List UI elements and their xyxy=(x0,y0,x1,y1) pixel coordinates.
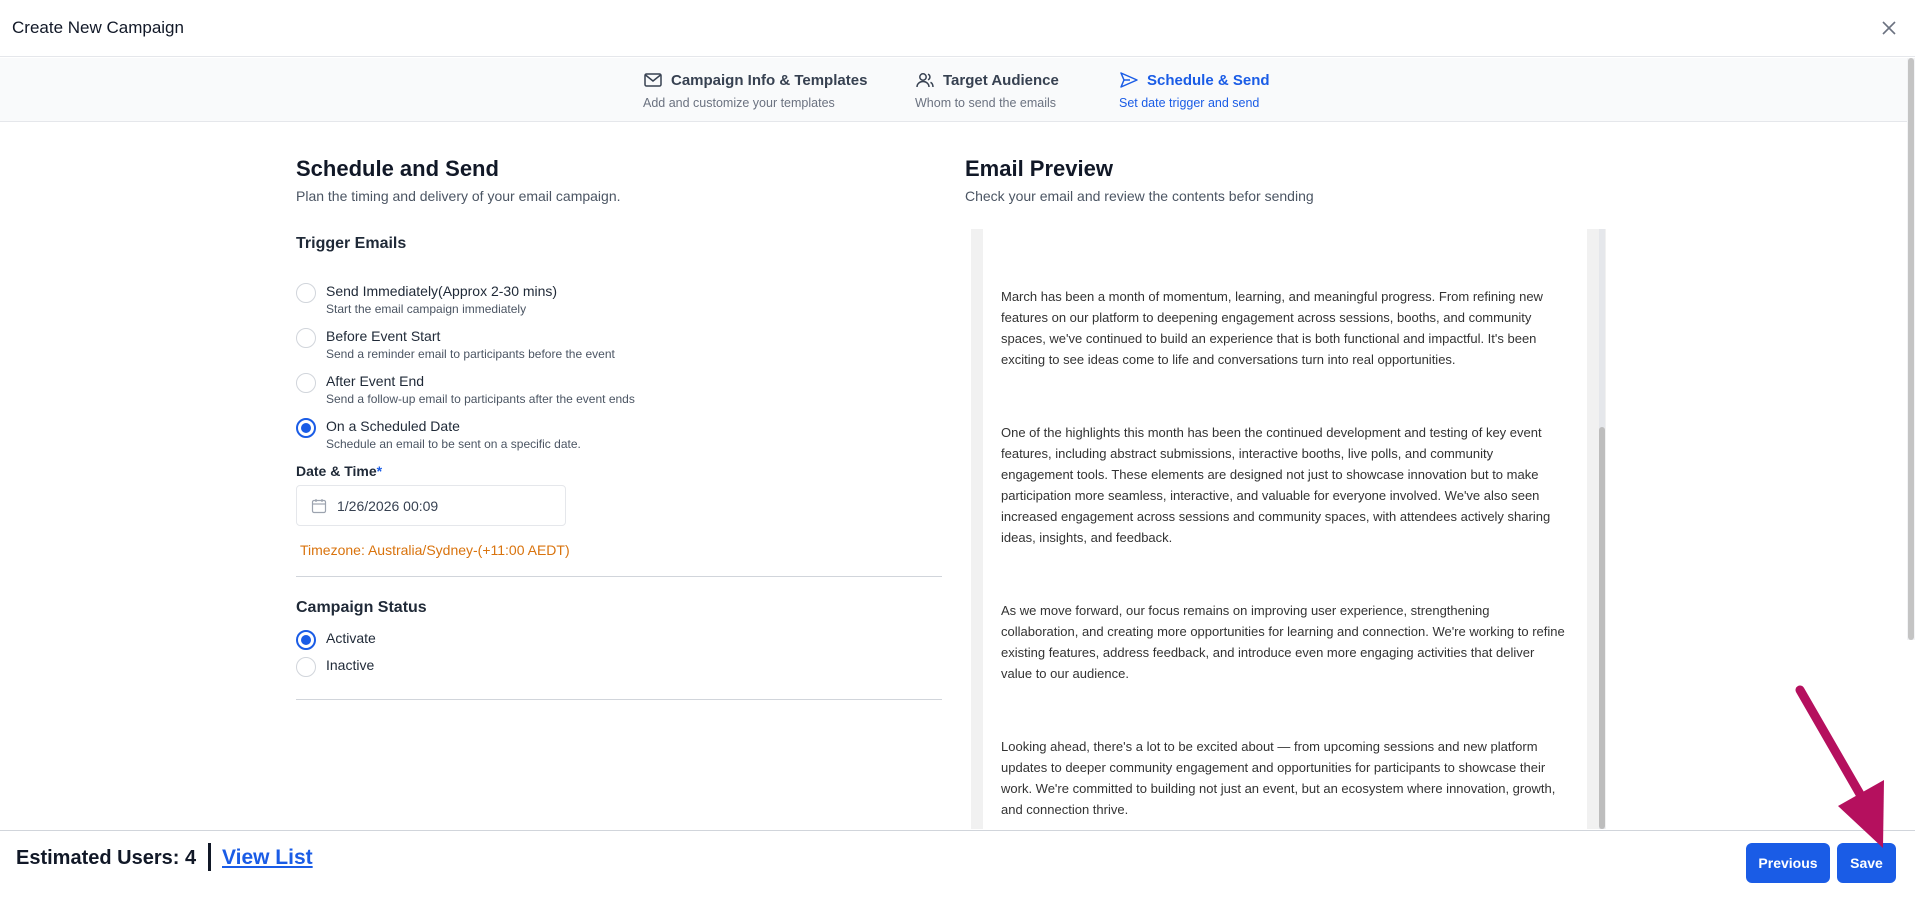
email-preview-content xyxy=(983,229,1587,829)
send-icon xyxy=(1119,70,1139,90)
estimated-users: Estimated Users: 4 xyxy=(16,847,197,869)
step-label: Target Audience xyxy=(943,71,1059,89)
radio-button-checked[interactable] xyxy=(296,630,316,650)
radio-label: On a Scheduled Date xyxy=(326,418,460,434)
radio-button[interactable] xyxy=(296,657,316,677)
step-target-audience[interactable] xyxy=(915,70,1059,110)
footer-separator xyxy=(208,843,211,871)
preview-scrollbar-thumb[interactable] xyxy=(1599,427,1605,829)
step-label: Campaign Info & Templates xyxy=(671,71,868,89)
date-time-label-text: Date & Time xyxy=(296,463,377,479)
schedule-description: Plan the timing and delivery of your email campaign. xyxy=(296,188,621,204)
previous-button[interactable]: Previous xyxy=(1746,843,1830,883)
preview-scrollbar[interactable] xyxy=(1599,229,1605,829)
step-campaign-info[interactable] xyxy=(643,70,867,110)
annotation-arrow-icon xyxy=(1780,680,1900,855)
save-button[interactable]: Save xyxy=(1837,843,1896,883)
radio-on-scheduled-date[interactable] xyxy=(296,418,581,451)
radio-label: After Event End xyxy=(326,373,425,389)
radio-sublabel: Send a follow-up email to participants after the event ends xyxy=(326,392,635,406)
radio-sublabel: Start the email campaign immediately xyxy=(326,302,527,316)
step-subtitle: Set date trigger and send xyxy=(1119,96,1260,110)
email-paragraph: March has been a month of momentum, learning, and meaningful progress. From refining new features on our platform to deepening engagement across sessions, booths, and community spaces, we've continued to build an experience that is both functional and impactful. It's been exciting to see ideas come to life and conversations turn into real opportunities. xyxy=(1001,289,1543,367)
step-subtitle: Whom to send the emails xyxy=(915,96,1057,110)
email-preview-panel xyxy=(965,156,1605,204)
radio-button-checked[interactable] xyxy=(296,418,316,438)
radio-after-event-end[interactable] xyxy=(296,373,635,406)
view-list-link[interactable]: View List xyxy=(222,846,313,869)
step-label: Schedule & Send xyxy=(1147,71,1270,89)
close-icon[interactable] xyxy=(1875,14,1903,42)
page-scrollbar[interactable] xyxy=(1907,58,1915,640)
divider xyxy=(296,576,942,577)
radio-label: Inactive xyxy=(326,657,375,673)
email-paragraph: Looking ahead, there's a lot to be excited about — from upcoming sessions and new platform updates to deeper community engagement and opportunities for participants to showcase their work. We're committed to building not just an event, but an ecosystem where innovation, growth, and connection thrive. xyxy=(1001,739,1556,817)
step-subtitle: Add and customize your templates xyxy=(643,96,835,110)
date-time-value: 1/26/2026 00:09 xyxy=(337,497,439,514)
radio-button[interactable] xyxy=(296,328,316,348)
email-preview-description: Check your email and review the contents befor sending xyxy=(965,188,1314,204)
wizard-stepper xyxy=(0,58,1915,122)
radio-activate[interactable] xyxy=(296,630,376,650)
email-preview-title: Email Preview xyxy=(965,156,1113,181)
calendar-icon xyxy=(311,498,327,514)
users-icon xyxy=(915,70,935,90)
radio-before-event-start[interactable] xyxy=(296,328,615,361)
date-time-input[interactable] xyxy=(296,485,566,526)
timezone-text: Timezone: Australia/Sydney-(+11:00 AEDT) xyxy=(300,542,570,558)
radio-sublabel: Schedule an email to be sent on a specific date. xyxy=(326,437,581,451)
email-paragraph: As we move forward, our focus remains on improving user experience, strengthening collaboration, and creating more opportunities for learning and connection. We're working to refine existing features, address feedback, and introduce even more engaging activities that deliver value to our audience. xyxy=(1001,603,1565,681)
date-time-label xyxy=(296,463,382,479)
schedule-form xyxy=(296,235,942,715)
campaign-status-title: Campaign Status xyxy=(296,599,427,616)
schedule-panel xyxy=(296,156,942,204)
schedule-title: Schedule and Send xyxy=(296,156,499,181)
radio-inactive[interactable] xyxy=(296,657,374,677)
step-schedule-send[interactable] xyxy=(1119,70,1270,110)
trigger-emails-title: Trigger Emails xyxy=(296,235,407,252)
envelope-icon xyxy=(643,70,663,90)
radio-button[interactable] xyxy=(296,283,316,303)
email-preview-frame[interactable] xyxy=(971,229,1606,829)
email-paragraph: One of the highlights this month has been the continued development and testing of key event features, including abstract submissions, interactive booths, live polls, and community engagement tools. These elements are designed not just to showcase innovation but to make participation more seamless, interactive, and valuable for everyone involved. We've also seen increased engagement across sessions and community spaces, with attendees actively sharing ideas, insights, and feedback. xyxy=(1001,425,1551,545)
modal-header xyxy=(0,0,1915,57)
modal-footer xyxy=(0,830,1915,908)
radio-sublabel: Send a reminder email to participants before the event xyxy=(326,347,615,361)
radio-label: Send Immediately(Approx 2-30 mins) xyxy=(326,283,558,299)
radio-label: Before Event Start xyxy=(326,328,441,344)
modal-title: Create New Campaign xyxy=(12,18,184,37)
radio-button[interactable] xyxy=(296,373,316,393)
page-scrollbar-thumb[interactable] xyxy=(1908,58,1914,640)
radio-send-immediately[interactable] xyxy=(296,283,557,316)
divider xyxy=(296,699,942,700)
radio-label: Activate xyxy=(326,630,376,646)
required-asterisk: * xyxy=(376,463,383,479)
